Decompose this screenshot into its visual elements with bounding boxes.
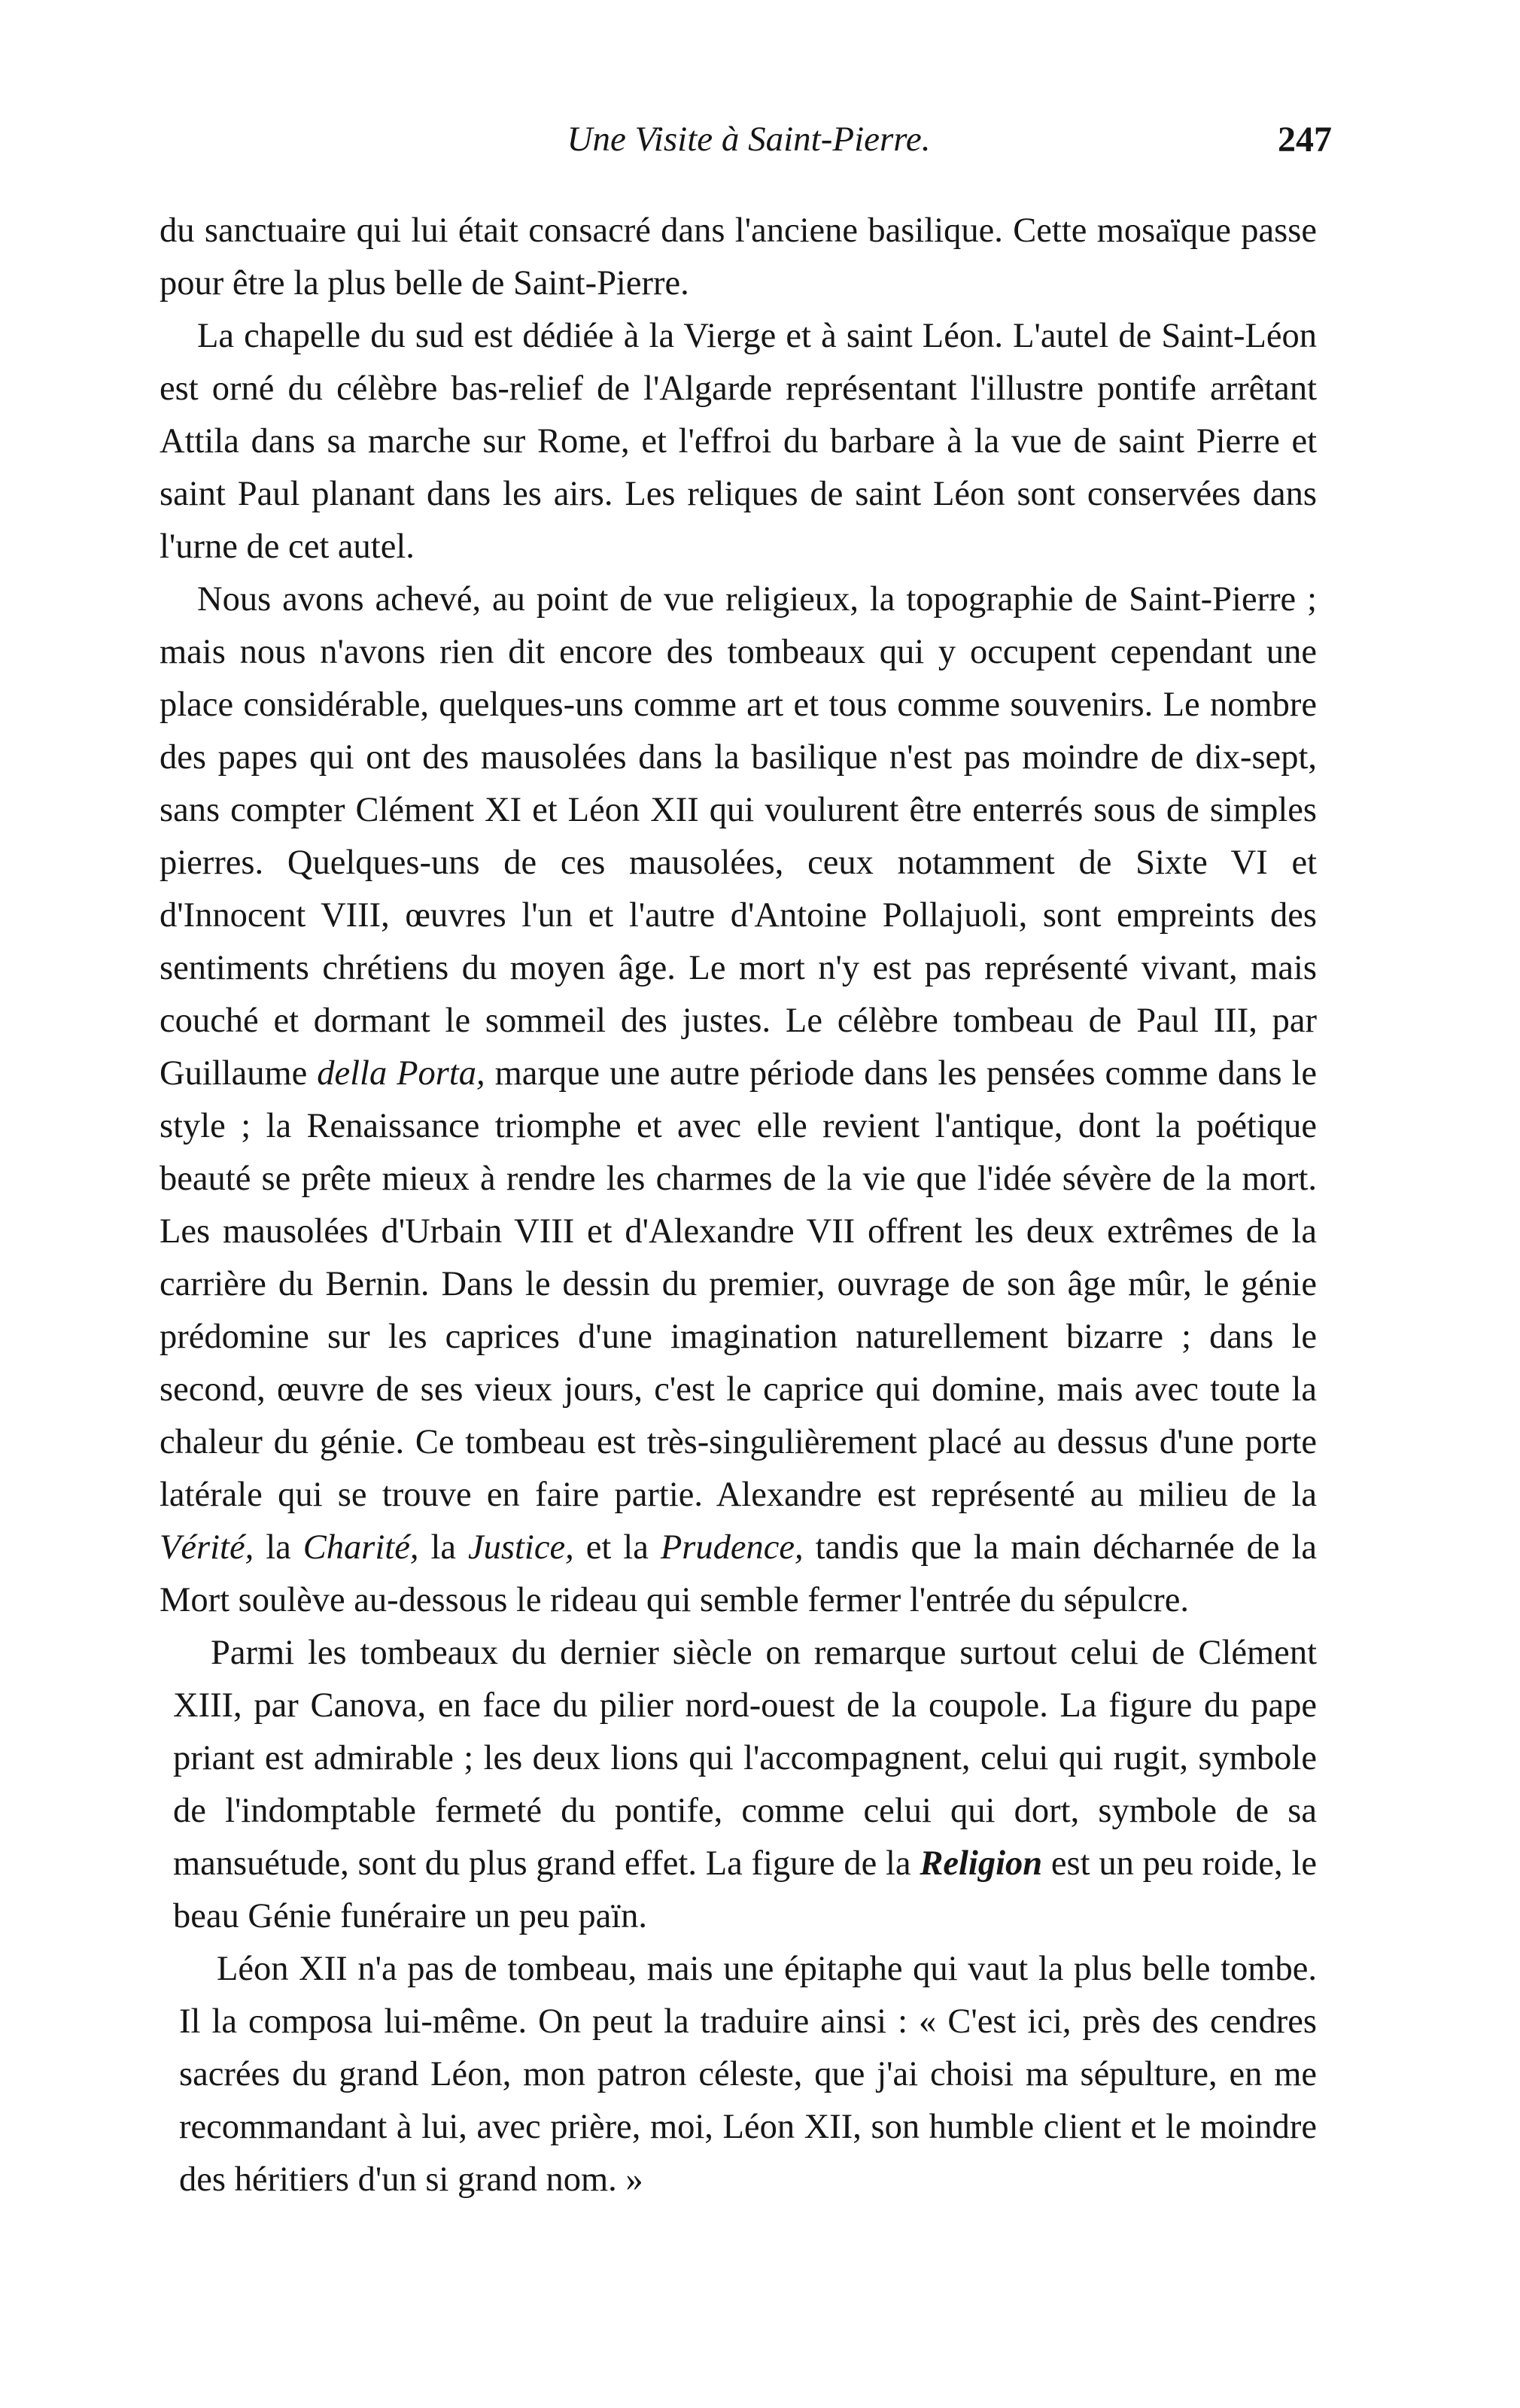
paragraph-5: Léon XII n'a pas de tombeau, mais une épitaphe qui vaut la plus belle tombe. Il la composa lui-même. On peut la traduire ainsi : « C'est ici, près des cendres sacrées du grand Léon, mon patron céleste, que j'ai choisi ma sépulture, en me recommandant à lui, avec prière, moi, Léon XII, son humble client et le moindre des héritiers d'un si grand nom. » bbox=[179, 1950, 1317, 2199]
paragraph-3-part-k: tandis que la main décharnée de la Mort soulève au-dessous le rideau qui semble fermer l'entrée du sépulcre. bbox=[160, 1528, 1318, 1619]
paragraph-4-part-a: Parmi les tombeaux du dernier siècle on remarque surtout celui de Clément XIII, par Canova, en face du pilier nord-ouest de la coupole. La figure du pape priant est admirable ; les deux lions qui l'accompagnent, celui qui rugit, symbole de l'indomptable fermeté du pontife, comme celui qui dort, symbole de sa mansuétude, sont du plus grand effet. La figure de la bbox=[173, 1634, 1317, 1883]
paragraph-2: La chapelle du sud est dédiée à la Vierge et à saint Léon. L'autel de Saint-Léon est orné du célèbre bas-relief de l'Algarde représentant l'illustre pontife arrêtant Attila dans sa marche sur Rome, et l'effroi du barbare à la vue de saint Pierre et saint Paul planant dans les airs. Les reliques de saint Léon sont conservées dans l'urne de cet autel. bbox=[160, 317, 1317, 566]
paragraph-3 bbox=[160, 573, 1317, 1627]
paragraph-3-part-i: et la bbox=[585, 1528, 649, 1567]
paragraph-3-part-c: marque une autre période dans les pensées comme dans le style ; la Renaissance triomphe et avec elle revient l'antique, dont la poétique beauté se prête mieux à rendre les charmes de la vie que l'idée sévère de la mort. Les mausolées d'Urbain VIII et d'Alexandre VII offrent les deux extrêmes de la carrière du Bernin. Dans le dessin du premier, ouvrage de son âge mûr, le génie prédomine sur les caprices d'une imagination naturellement bizarre ; dans le second, œuvre de ses vieux jours, c'est le caprice qui domine, mais avec toute la chaleur du génie. Ce tombeau est très-singulièrement placé au dessus d'une porte latérale qui se trouve en faire partie. Alexandre est représenté au milieu de la bbox=[160, 1054, 1318, 1514]
paragraph-4 bbox=[160, 1627, 1317, 1943]
paragraph-4-religion: Religion bbox=[920, 1844, 1043, 1883]
paragraph-3-part-a: Nous avons achevé, au point de vue religieux, la topographie de Saint-Pierre ; mais nous n'avons rien dit encore des tombeaux qui y occupent cependant une place considérable, quelques-uns comme art et tous comme souvenirs. Le nombre des papes qui ont des mausolées dans la basilique n'est pas moindre de dix-sept, sans compter Clément XI et Léon XII qui voulurent être enterrés sous de simples pierres. Quelques-uns de ces mausolées, ceux notamment de Sixte VI et d'Innocent VIII, œuvres l'un et l'autre d'Antoine Pollajuoli, sont empreints des sentiments chrétiens du moyen âge. Le mort n'y est pas représenté vivant, mais couché et dormant le sommeil des justes. Le célèbre tombeau de Paul III, par Guillaume bbox=[160, 580, 1317, 1093]
paragraph-3-verite: Vérité, bbox=[160, 1528, 254, 1567]
paragraph-3-della-porta: della Porta, bbox=[317, 1054, 485, 1093]
paragraph-3-part-g: la bbox=[430, 1528, 457, 1567]
paragraph-3-charite: Charité, bbox=[302, 1528, 419, 1567]
paragraph-3-part-e: la bbox=[266, 1528, 291, 1567]
body-text bbox=[160, 205, 1317, 2206]
page-number: 247 bbox=[1278, 120, 1332, 160]
paragraph-3-justice: Justice, bbox=[468, 1528, 574, 1567]
paragraph-4-part-c: est un peu roide, le beau Génie funéraire un peu païn. bbox=[173, 1844, 1317, 1935]
paragraph-1: du sanctuaire qui lui était consacré dans l'anciene basilique. Cette mosaïque passe pour être la plus belle de Saint-Pierre. bbox=[160, 211, 1317, 303]
running-title: Une Visite à Saint-Pierre. bbox=[567, 120, 931, 159]
paragraph-3-prudence: Prudence, bbox=[660, 1528, 804, 1567]
page-header bbox=[166, 119, 1332, 167]
